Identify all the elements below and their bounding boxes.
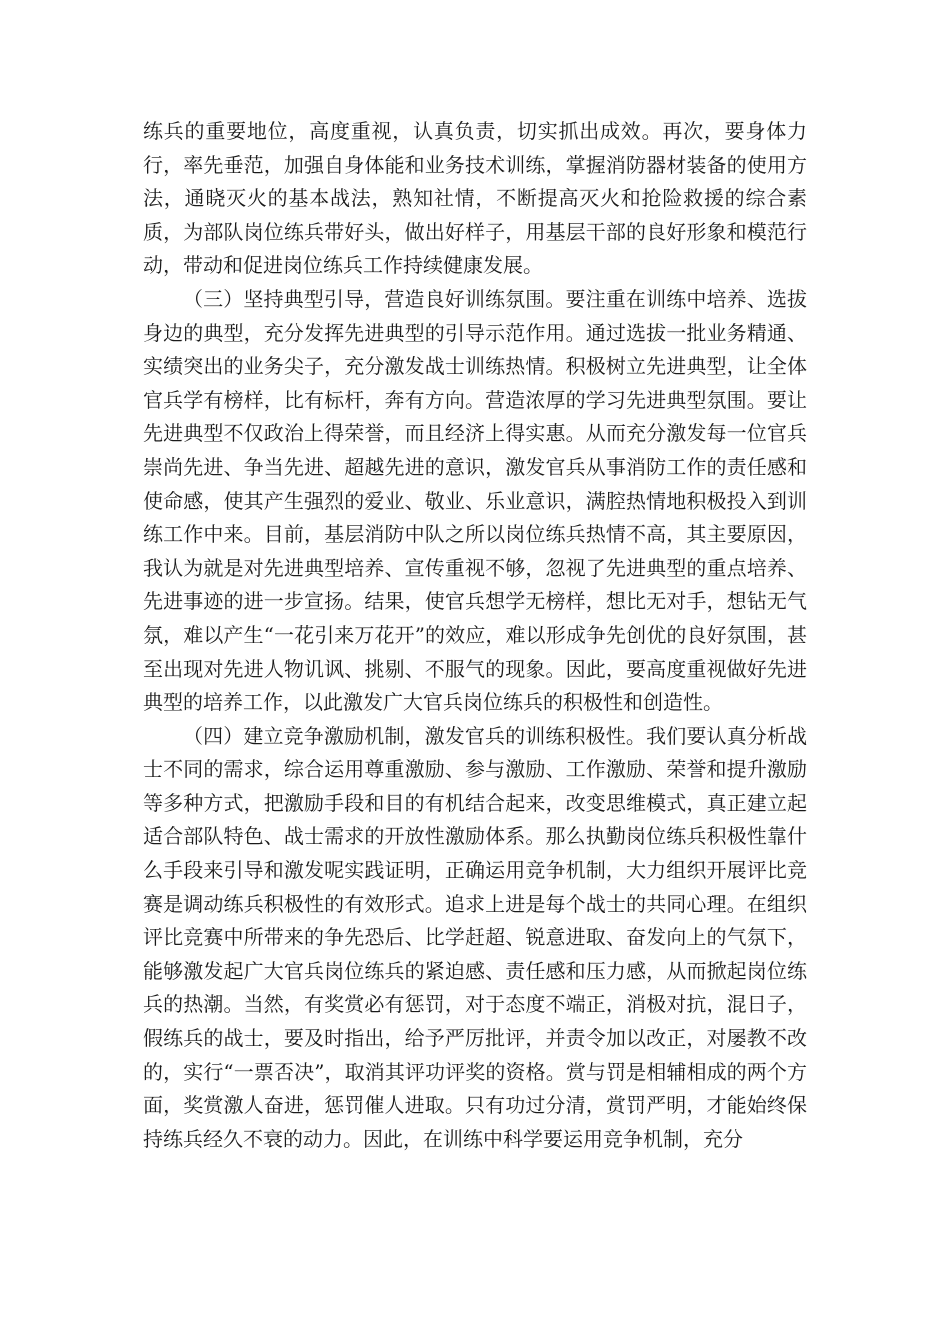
document-body: [143, 115, 807, 1156]
paragraph-continuation: 练兵的重要地位，高度重视，认真负责，切实抓出成效。再次，要身体力行，率先垂范，加强自身体能和业务技术训练，掌握消防器材装备的使用方法，通晓灭火的基本战法，熟知社情，不断提高灭火和抢险救援的综合素质，为部队岗位练兵带好头，做出好样子，用基层干部的良好形象和模范行动，带动和促进岗位练兵工作持续健康发展。: [143, 119, 807, 278]
paragraph-section-4: （四）建立竞争激励机制，激发官兵的训练积极性。我们要认真分析战士不同的需求，综合运用尊重激励、参与激励、工作激励、荣誉和提升激励等多种方式，把激励手段和目的有机结合起来，改变思维模式，真正建立起适合部队特色、战士需求的开放性激励体系。那么执勤岗位练兵积极性靠什么手段来引导和激发呢实践证明，正确运用竞争机制，大力组织开展评比竞赛是调动练兵积极性的有效形式。追求上进是每个战士的共同心理。在组织评比竞赛中所带来的争先恐后、比学赶超、锐意进取、奋发向上的气氛下，能够激发起广大官兵岗位练兵的紧迫感、责任感和压力感，从而掀起岗位练兵的热潮。当然，有奖赏必有惩罚，对于态度不端正，消极对抗，混日子，假练兵的战士，要及时指出，给予严厉批评，并责令加以改正，对屡教不改的，实行“一票否决”，取消其评功评奖的资格。赏与罚是相辅相成的两个方面，奖赏激人奋进，惩罚催人进取。只有功过分清，赏罚严明，才能始终保持练兵经久不衰的动力。因此，在训练中科学要运用竞争机制，充分: [143, 723, 807, 1151]
paragraph-section-3: （三）坚持典型引导，营造良好训练氛围。要注重在训练中培养、选拔身边的典型，充分发挥先进典型的引导示范作用。通过选拔一批业务精通、实绩突出的业务尖子，充分激发战士训练热情。积极树立先进典型，让全体官兵学有榜样，比有标杆，奔有方向。营造浓厚的学习先进典型氛围。要让先进典型不仅政治上得荣誉，而且经济上得实惠。从而充分激发每一位官兵崇尚先进、争当先进、超越先进的意识，激发官兵从事消防工作的责任感和使命感，使其产生强烈的爱业、敬业、乐业意识，满腔热情地积极投入到训练工作中来。目前，基层消防中队之所以岗位练兵热情不高，其主要原因，我认为就是对先进典型培养、宣传重视不够，忽视了先进典型的重点培养、先进事迹的进一步宣扬。结果，使官兵想学无榜样，想比无对手，想钻无气氛，难以产生“一花引来万花开”的效应，难以形成争先创优的良好氛围，甚至出现对先进人物讥讽、挑剔、不服气的现象。因此，要高度重视做好先进典型的培养工作，以此激发广大官兵岗位练兵的积极性和创造性。: [143, 286, 807, 715]
